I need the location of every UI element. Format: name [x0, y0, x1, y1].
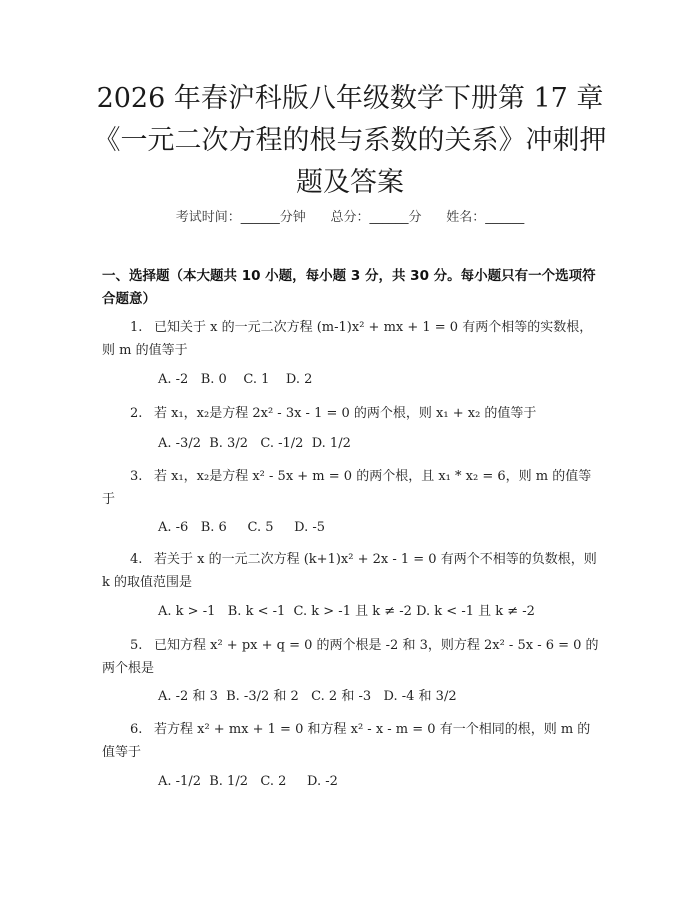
- question-text: 若方程 x² + mx + 1 = 0 和方程 x² - x - m = 0 有一个相同的根，则 m 的值等于: [102, 722, 591, 760]
- exam-info-line: 考试时间：______分钟 总分：______分 姓名：______: [175, 210, 525, 225]
- question-1: [102, 316, 602, 362]
- question-number: 1.: [130, 320, 143, 335]
- question-text: 若关于 x 的一元二次方程 (k+1)x² + 2x - 1 = 0 有两个不相等的负数根，则 k 的取值范围是: [102, 552, 597, 590]
- question-4: [102, 548, 602, 594]
- section-heading: 一、选择题（本大题共 10 小题，每小题 3 分，共 30 分。每小题只有一个选项符合题意）: [102, 268, 596, 307]
- question-number: 2.: [130, 406, 143, 421]
- question-5-options: A. -2 和 3 B. -3/2 和 2 C. 2 和 -3 D. -4 和 3/2: [158, 689, 457, 704]
- question-text: 已知关于 x 的一元二次方程 (m-1)x² + mx + 1 = 0 有两个相等的实数根，则 m 的值等于: [102, 320, 593, 358]
- question-text: 若 x₁，x₂是方程 x² - 5x + m = 0 的两个根，且 x₁ * x₂ = 6，则 m 的值等于: [102, 469, 592, 507]
- title-line-3: 题及答案: [296, 167, 404, 198]
- title-line-1: 2026 年春沪科版八年级数学下册第 17 章: [96, 83, 604, 114]
- question-number: 3.: [130, 469, 143, 484]
- question-6-options: A. -1/2 B. 1/2 C. 2 D. -2: [158, 774, 338, 789]
- question-5: [102, 634, 602, 680]
- question-number: 5.: [130, 638, 143, 653]
- question-2: [102, 402, 602, 425]
- question-2-options: A. -3/2 B. 3/2 C. -1/2 D. 1/2: [158, 436, 351, 451]
- title-line-2: 《一元二次方程的根与系数的关系》冲刺押: [93, 125, 607, 156]
- question-1-options: A. -2 B. 0 C. 1 D. 2: [158, 372, 313, 387]
- question-4-options: A. k > -1 B. k < -1 C. k > -1 且 k ≠ -2 D. k < -1 且 k ≠ -2: [158, 604, 535, 619]
- question-6: [102, 718, 602, 764]
- question-number: 4.: [130, 552, 143, 567]
- question-number: 6.: [130, 722, 143, 737]
- question-3: [102, 465, 602, 511]
- question-3-options: A. -6 B. 6 C. 5 D. -5: [158, 520, 326, 535]
- question-text: 已知方程 x² + px + q = 0 的两个根是 -2 和 3，则方程 2x² - 5x - 6 = 0 的两个根是: [102, 638, 599, 676]
- document-title: [60, 78, 640, 204]
- question-text: 若 x₁，x₂是方程 2x² - 3x - 1 = 0 的两个根，则 x₁ + x₂ 的值等于: [154, 406, 537, 421]
